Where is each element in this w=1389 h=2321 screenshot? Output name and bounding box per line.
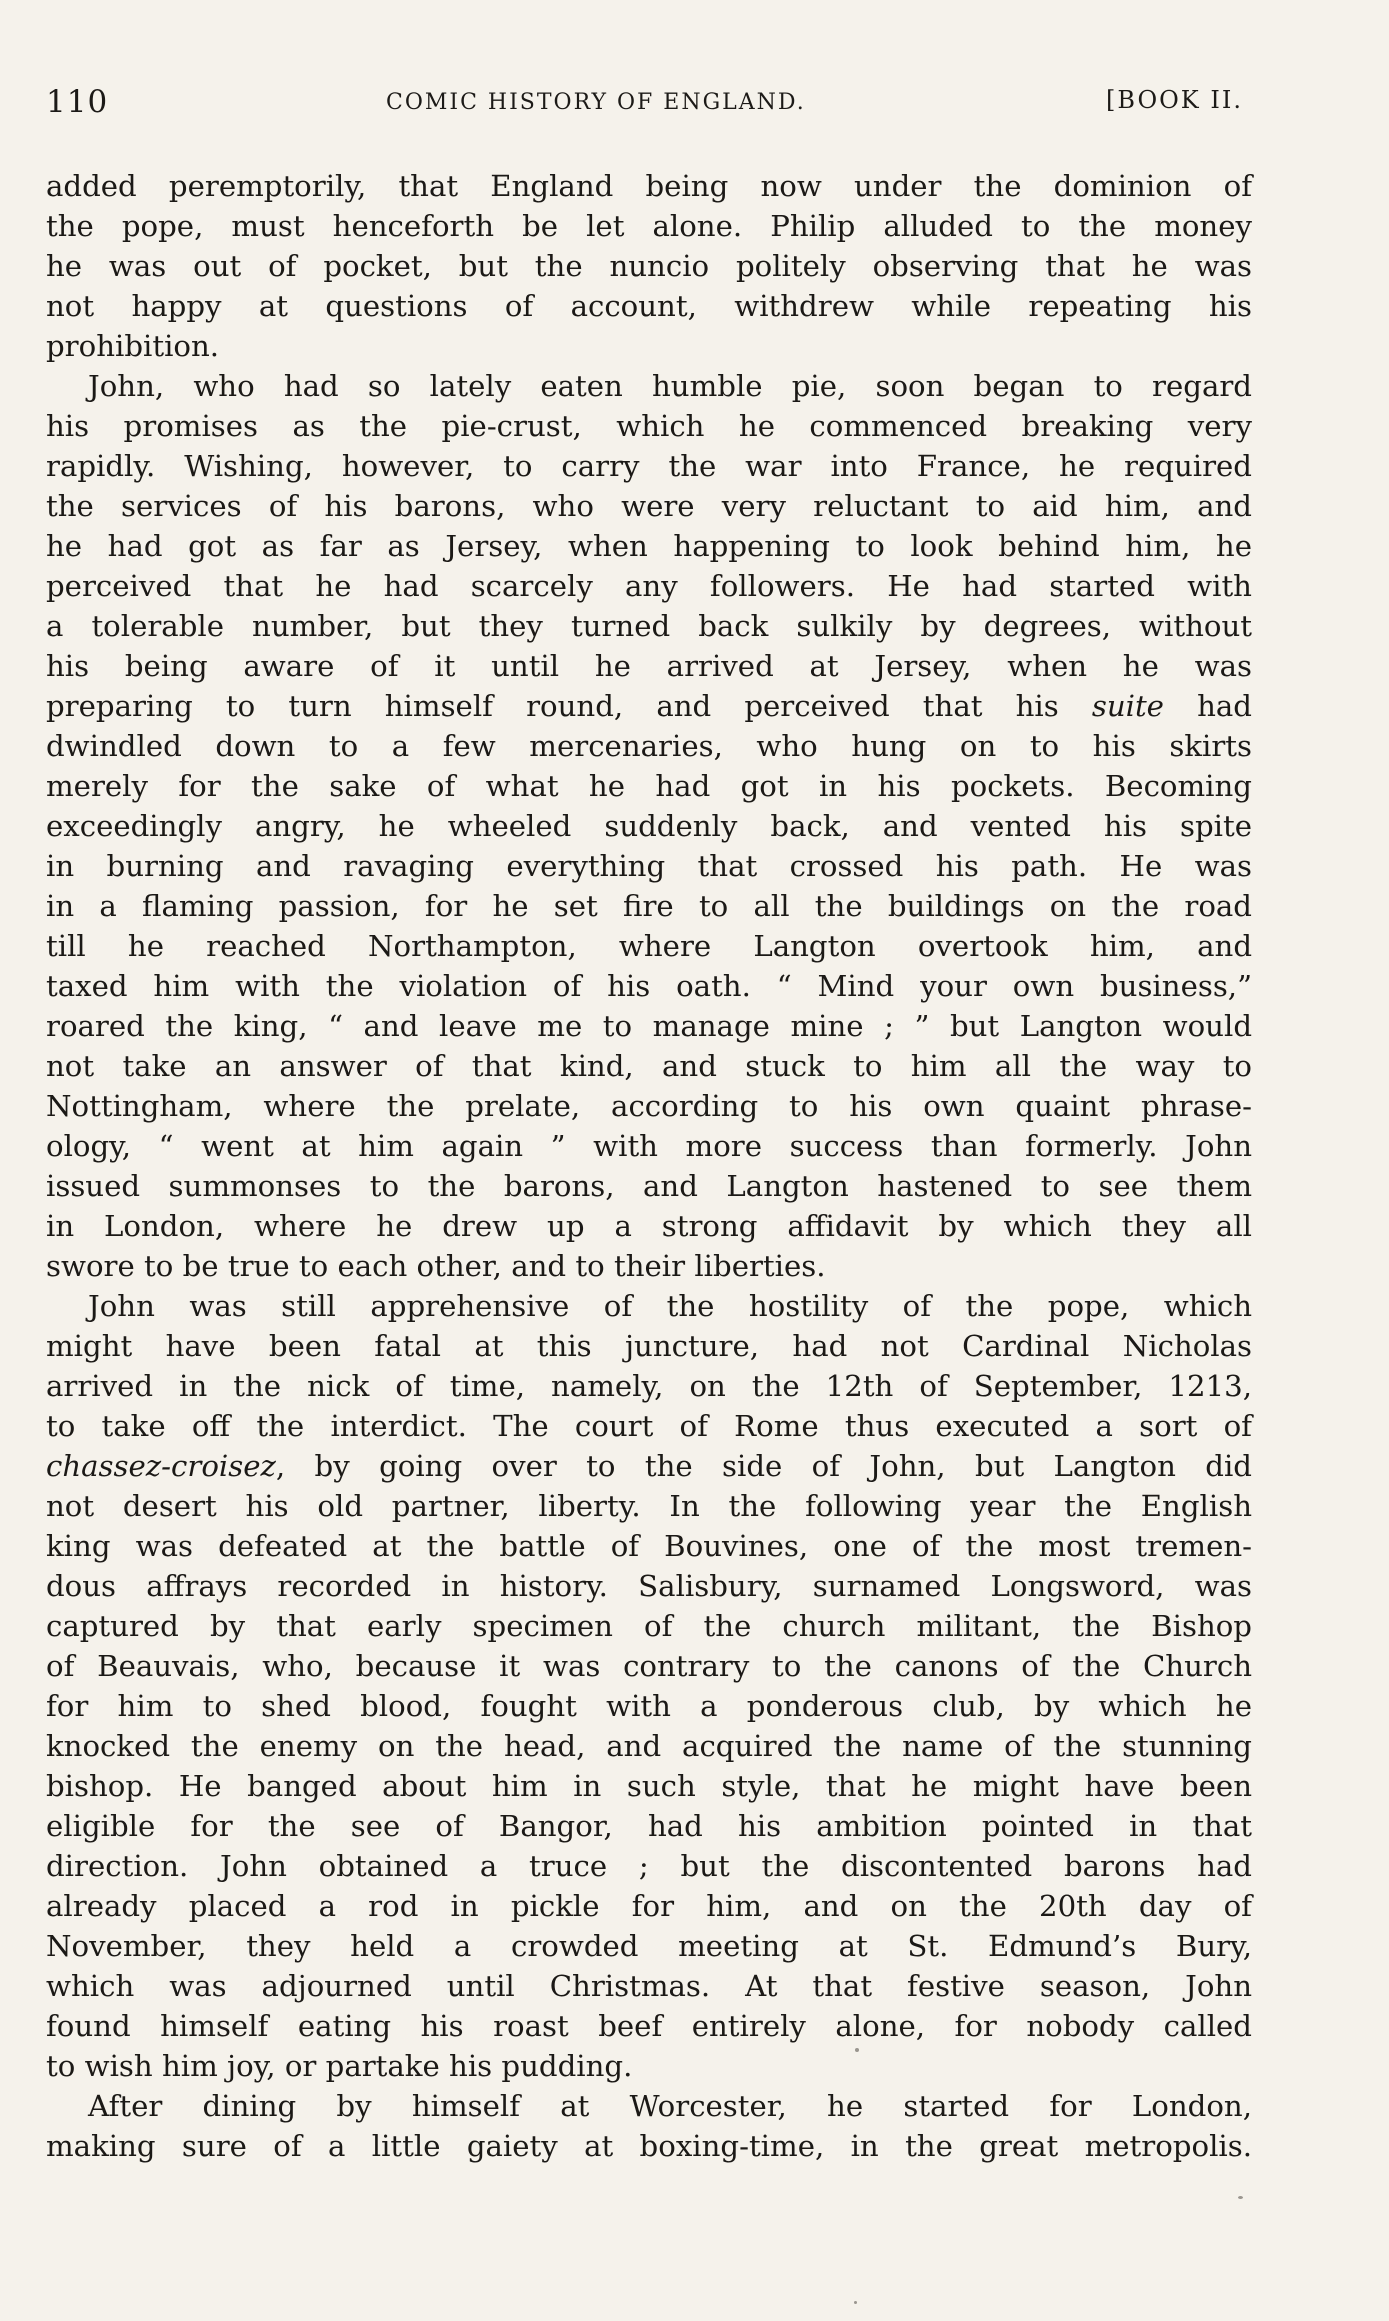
text-line: in London, where he drew up a strong affidavit by which they all bbox=[46, 1209, 1252, 1243]
page-number: 110 bbox=[46, 84, 109, 120]
text-line: eligible for the see of Bangor, had his ambition pointed in that bbox=[46, 1809, 1252, 1843]
text-line: his promises as the pie-crust, which he commenced breaking very bbox=[46, 409, 1252, 443]
text-line: which was adjourned until Christmas. At that festive season, John bbox=[46, 1969, 1252, 2003]
text-line: the services of his barons, who were very reluctant to aid him, and bbox=[46, 489, 1252, 523]
text-line: already placed a rod in pickle for him, and on the 20th day of bbox=[46, 1889, 1252, 1923]
text-line: his being aware of it until he arrived at Jersey, when he was bbox=[46, 649, 1252, 683]
speck bbox=[854, 2301, 857, 2304]
text-line: to wish him joy, or partake his pudding. bbox=[46, 2049, 633, 2083]
text-line: not take an answer of that kind, and stuck to him all the way to bbox=[46, 1049, 1252, 1083]
text-line: added peremptorily, that England being now under the dominion of bbox=[46, 169, 1252, 203]
speck bbox=[1238, 2196, 1243, 2199]
text-line: not happy at questions of account, withdrew while repeating his bbox=[46, 289, 1252, 323]
running-title: COMIC HISTORY OF ENGLAND. bbox=[386, 90, 806, 115]
speck bbox=[855, 2048, 859, 2052]
text-line: not desert his old partner, liberty. In the following year the English bbox=[46, 1489, 1252, 1523]
text-line: till he reached Northampton, where Langton overtook him, and bbox=[46, 929, 1252, 963]
text-line: king was defeated at the battle of Bouvines, one of the most tremen- bbox=[46, 1529, 1252, 1563]
text-line: in burning and ravaging everything that crossed his path. He was bbox=[46, 849, 1252, 883]
text-line: prohibition. bbox=[46, 329, 220, 363]
paragraph-start-line: John was still apprehensive of the hostility of the pope, which bbox=[88, 1289, 1252, 1323]
text-line: merely for the sake of what he had got in his pockets. Becoming bbox=[46, 769, 1252, 803]
text-line: direction. John obtained a truce ; but the discontented barons had bbox=[46, 1849, 1252, 1883]
text-line: perceived that he had scarcely any followers. He had started with bbox=[46, 569, 1252, 603]
text-line: issued summonses to the barons, and Langton hastened to see them bbox=[46, 1169, 1252, 1203]
italic-word: suite bbox=[1091, 689, 1164, 723]
text-line: taxed him with the violation of his oath. “ Mind your own business,” bbox=[46, 969, 1252, 1003]
text-line: making sure of a little gaiety at boxing-time, in the great metropolis. bbox=[46, 2129, 1252, 2163]
text-line: he had got as far as Jersey, when happening to look behind him, he bbox=[46, 529, 1252, 563]
text-line: to take off the interdict. The court of Rome thus executed a sort of bbox=[46, 1409, 1252, 1443]
paragraph-start-line: After dining by himself at Worcester, he started for London, bbox=[88, 2089, 1252, 2123]
paragraph-start-line: John, who had so lately eaten humble pie, soon began to regard bbox=[88, 369, 1252, 403]
text-line: might have been fatal at this juncture, had not Cardinal Nicholas bbox=[46, 1329, 1252, 1363]
body-text bbox=[46, 166, 1252, 2166]
text-line: November, they held a crowded meeting at St. Edmund’s Bury, bbox=[46, 1929, 1252, 1963]
book-indicator: [BOOK II. bbox=[1106, 86, 1243, 114]
text-line: in a flaming passion, for he set fire to all the buildings on the road bbox=[46, 889, 1252, 923]
text-line: preparing to turn himself round, and perceived that his suite had bbox=[46, 689, 1252, 723]
text-line: the pope, must henceforth be let alone. Philip alluded to the money bbox=[46, 209, 1252, 243]
text-line: chassez-croisez, by going over to the side of John, but Langton did bbox=[46, 1449, 1252, 1483]
text-line: rapidly. Wishing, however, to carry the war into France, he required bbox=[46, 449, 1252, 483]
text-line: arrived in the nick of time, namely, on the 12th of September, 1213, bbox=[46, 1369, 1252, 1403]
text-line: knocked the enemy on the head, and acquired the name of the stunning bbox=[46, 1729, 1252, 1763]
text-line: a tolerable number, but they turned back sulkily by degrees, without bbox=[46, 609, 1252, 643]
text-line: exceedingly angry, he wheeled suddenly back, and vented his spite bbox=[46, 809, 1252, 843]
text-line: for him to shed blood, fought with a ponderous club, by which he bbox=[46, 1689, 1252, 1723]
italic-word: chassez-croisez bbox=[46, 1449, 276, 1483]
text-line: he was out of pocket, but the nuncio politely observing that he was bbox=[46, 249, 1252, 283]
text-line: captured by that early specimen of the church militant, the Bishop bbox=[46, 1609, 1252, 1643]
text-line: dous affrays recorded in history. Salisbury, surnamed Longsword, was bbox=[46, 1569, 1252, 1603]
text-line: of Beauvais, who, because it was contrary to the canons of the Church bbox=[46, 1649, 1252, 1683]
text-line: roared the king, “ and leave me to manage mine ; ” but Langton would bbox=[46, 1009, 1252, 1043]
text-line: Nottingham, where the prelate, according to his own quaint phrase- bbox=[46, 1089, 1252, 1123]
text-line: dwindled down to a few mercenaries, who hung on to his skirts bbox=[46, 729, 1252, 763]
text-line: found himself eating his roast beef entirely alone, for nobody called bbox=[46, 2009, 1252, 2043]
text-line: swore to be true to each other, and to their liberties. bbox=[46, 1249, 826, 1283]
text-line: bishop. He banged about him in such style, that he might have been bbox=[46, 1769, 1252, 1803]
running-header bbox=[46, 84, 1246, 124]
text-line: ology, “ went at him again ” with more success than formerly. John bbox=[46, 1129, 1252, 1163]
